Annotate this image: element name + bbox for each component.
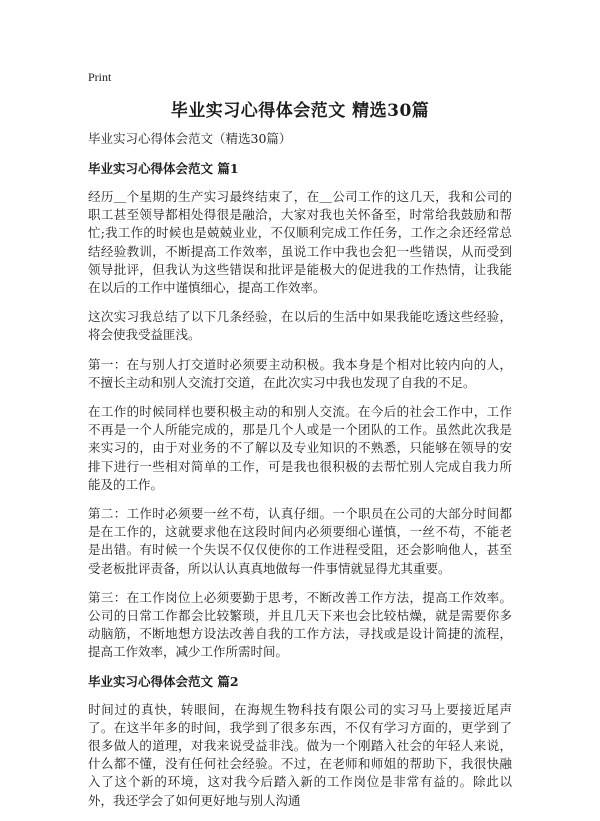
article-subtitle: 毕业实习心得体会范文（精选30篇） [88,131,292,146]
paragraph: 这次实习我总结了以下几条经验，在以后的生活中如果我能吃透这些经验，将会使我受益匪浅。 [88,309,512,343]
page-title: 毕业实习心得体会范文 精选30篇 [170,101,430,121]
paragraph: 时间过的真快，转眼间，在海规生物科技有限公司的实习马上要接近尾声了。在这半年多的时间，我学到了很多东西，不仅有学习方面的，更学到了很多做人的道理，对我来说受益非浅。做为一个刚踏入社会的年轻人来说，什么都不懂，没有任何社会经验。不过，在老师和师姐的帮助下，我很快融入了这个新的环境，这对我今后踏入新的工作岗位是非常有益的。除此以外，我还学会了如何更好地与别人沟通 [88,701,512,808]
paragraph: 在工作的时候同样也要积极主动的和别人交流。在今后的社会工作中，工作不再是一个人所能完成的，那是几个人或是一个团队的工作。虽然此次我是来实习的，由于对业务的不了解以及专业知识的不熟悉，只能够在领导的安排下进行一些相对简单的工作，可是我也很积极的去帮忙别人完成自我力所能及的工作。 [88,404,512,492]
paragraph: 第三：在工作岗位上必须要勤于思考，不断改善工作方法，提高工作效率。公司的日常工作都会比较繁琐，并且几天下来也会比较枯燥，就是需要你多动脑筋，不断地想方设法改善自我的工作方法，寻找或是设计简捷的流程，提高工作效率，减少工作所需时间。 [88,589,512,660]
section-heading: 毕业实习心得体会范文 篇2 [88,673,239,689]
print-link[interactable]: Print [88,70,112,84]
paragraph: 第二：工作时必须要一丝不苟，认真仔细。一个职员在公司的大部分时间都是在工作的，这就要求他在这段时间内必须要细心谨慎，一丝不苟，不能老是出错。有时候一个失误不仅仅使你的工作进程受阻，还会影响他人，甚至受老板批评责备，所以认认真真地做每一件事情就显得尤其重要。 [88,506,512,576]
paragraph: 经历＿个星期的生产实习最终结束了，在＿公司工作的这几天，我和公司的职工甚至领导都相处得很是融洽，大家对我也关怀备至，时常给我鼓励和帮忙;我工作的时候也是兢兢业业，不仅顺利完成工作任务，工作之余还经常总结经验教训，不断提高工作效率，虽说工作中我也会犯一些错误，从而受到领导批评，但我认为这些错误和批评是能极大的促进我的工作热情，让我能在以后的工作中谨慎细心，提高工作效率。 [88,189,512,296]
section-heading: 毕业实习心得体会范文 篇1 [88,161,239,176]
article-body [88,130,512,821]
paragraph: 第一：在与别人打交道时必须要主动积极。我本身是个相对比较内向的人，不擅长主动和别人交流打交道，在此次实习中我也发现了自我的不足。 [88,356,512,390]
